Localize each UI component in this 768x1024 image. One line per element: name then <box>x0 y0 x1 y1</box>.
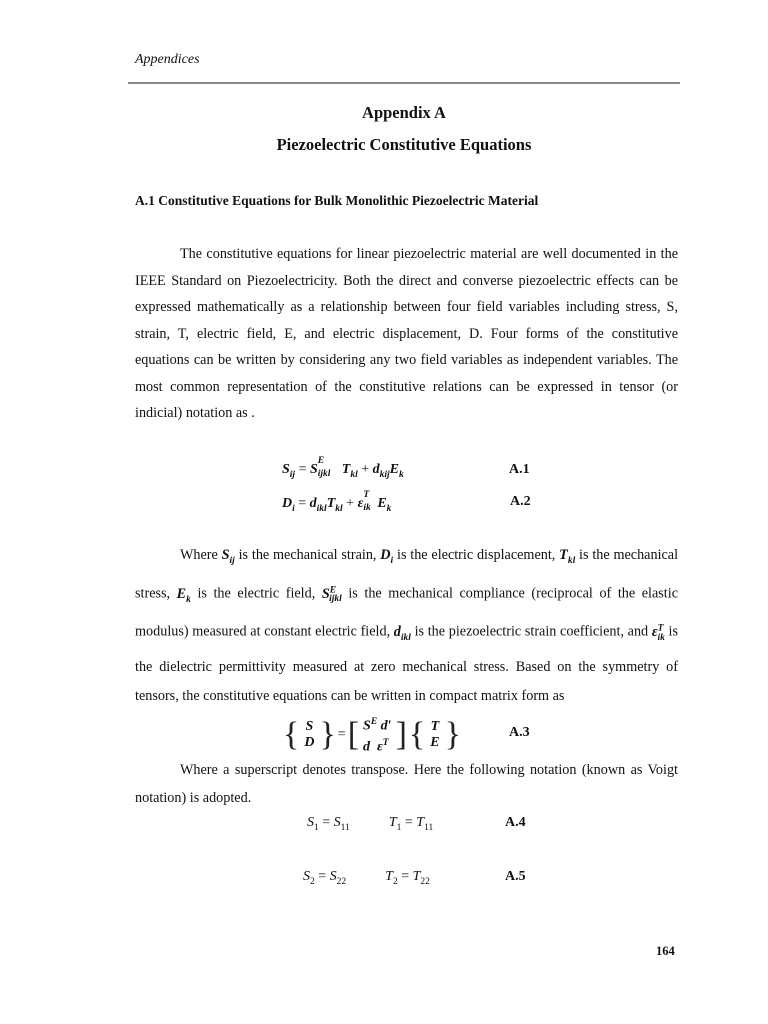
definitions-text-1: Where <box>180 547 218 563</box>
definitions-text-6: is the mechanical compliance (reciprocal of the elastic modulus) measured at constant electric field, <box>135 585 678 641</box>
equation-a3-label: A.3 <box>509 725 530 740</box>
symbol-permittivity: $\varepsilon^T_{ik}$ <box>651 623 665 643</box>
equation-a1-label: A.1 <box>509 462 530 477</box>
section-heading: A.1 Constitutive Equations for Bulk Monolithic Piezoelectric Material <box>135 193 539 208</box>
definitions-text-7: is the piezoelectric strain coefficient, and <box>414 624 649 641</box>
intro-paragraph: The constitutive equations for linear piezoelectric material are well documented in the IEEE Standard on Piezoelectricity. Both the direct and converse piezoelectric effects can be expressed mathematically as a relationship between four field variables including stress, S, strain, T, electric field, E, and electric displacement, D. Four forms of the constitutive equations can be written by considering any two field variables as independent variables. The most common representation of the constitutive relations can be expressed in tensor (or indicial) notation as . <box>135 246 678 421</box>
symbol-strain: $S_{ij}$ <box>221 547 235 566</box>
symbol-stress: $T_{kl}$ <box>559 547 576 566</box>
equation-a5: $S_2 = S_{22}$ $T_2 = T_{22}$ <box>303 869 430 887</box>
appendix-subtitle: Piezoelectric Constitutive Equations <box>276 135 532 154</box>
equation-a1: $S_{ij} = S$ E ijkl $T_{kl} + d_{kij}E_k$ <box>282 456 404 481</box>
symbol-displacement: $D_i$ <box>380 547 394 566</box>
header-rule <box>128 82 680 84</box>
equation-a2: $D_i = d_{ikl}T_{kl} + \varepsilon$ T ik $E_k$ <box>282 490 392 515</box>
symbol-piezo-coefficient: $d_{ikl}$ <box>393 624 411 643</box>
definitions-text-8: is the dielectric permittivity measured at zero mechanical stress. Based on the symmetry of tensors, the constitutive equations can be written in compact matrix form as <box>135 624 678 704</box>
equation-a4-label: A.4 <box>505 815 526 830</box>
symbol-compliance: $S^E_{ijkl}$ <box>321 584 342 605</box>
voigt-paragraph: Where a superscript denotes transpose. Here the following notation (known as Voigt notation) is adopted. <box>135 762 678 806</box>
equation-a4: $S_1 = S_{11}$ $T_1 = T_{11}$ <box>307 815 434 833</box>
page-number: 164 <box>656 944 675 958</box>
symbol-field: $E_k$ <box>176 585 191 605</box>
equation-a2-label: A.2 <box>510 494 531 509</box>
definitions-text-5: is the electric field, <box>197 585 316 602</box>
definitions-text-3: is the electric displacement, <box>397 547 556 563</box>
running-header: Appendices <box>135 52 200 67</box>
equation-a5-label: A.5 <box>505 869 526 884</box>
definitions-paragraph <box>135 541 678 711</box>
appendix-title: Appendix A <box>362 103 446 122</box>
definitions-text-2: is the mechanical strain, <box>238 547 377 563</box>
definitions-text-4: is the mechanical stress, <box>135 547 679 602</box>
equation-a3: { S D } = [ $S^E$ d′ d $\varepsilon^T$ ] { T E } <box>283 715 461 755</box>
